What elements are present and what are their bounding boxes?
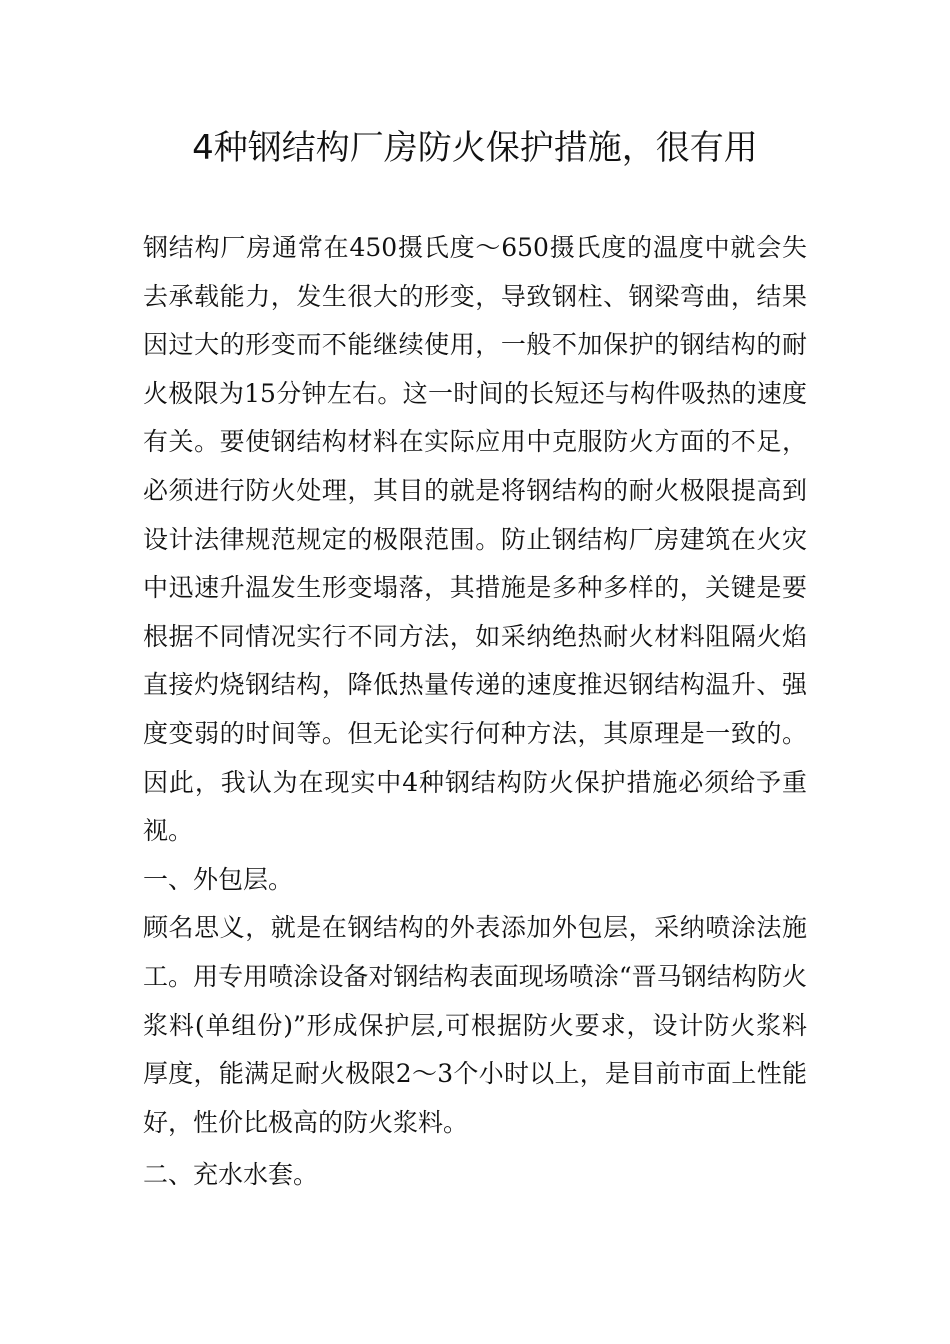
heading-outer-layer: 一、外包层。: [143, 864, 294, 894]
paragraph-outer-layer: 顾名思义，就是在钢结构的外表添加外包层，采纳喷涂法施工。用专用喷涂设备对钢结构表面现场喷涂“晋马钢结构防火浆料(单组份)”形成保护层,可根据防火要求，设计防火浆料厚度，能满足耐火极限2～3个小时以上，是目前市面上性能好，性价比极高的防火浆料。: [143, 913, 807, 1137]
document-title: 4种钢结构厂房防火保护措施，很有用: [192, 128, 758, 168]
document-body: [143, 224, 807, 1200]
paragraph-intro: 钢结构厂房通常在450摄氏度～650摄氏度的温度中就会失去承载能力，发生很大的形变，导致钢柱、钢梁弯曲，结果因过大的形变而不能继续使用，一般不加保护的钢结构的耐火极限为15分钟左右。这一时间的长短还与构件吸热的速度有关。要使钢结构材料在实际应用中克服防火方面的不足，必须进行防火处理，其目的就是将钢结构的耐火极限提高到设计法律规范规定的极限范围。防止钢结构厂房建筑在火灾中迅速升温发生形变塌落，其措施是多种多样的，关键是要根据不同情况实行不同方法，如采纳绝热耐火材料阻隔火焰直接灼烧钢结构，降低热量传递的速度推迟钢结构温升、强度变弱的时间等。但无论实行何种方法，其原理是一致的。因此，我认为在现实中4种钢结构防火保护措施必须给予重视。: [143, 233, 807, 846]
heading-water-jacket: 二、充水水套。: [143, 1160, 319, 1190]
